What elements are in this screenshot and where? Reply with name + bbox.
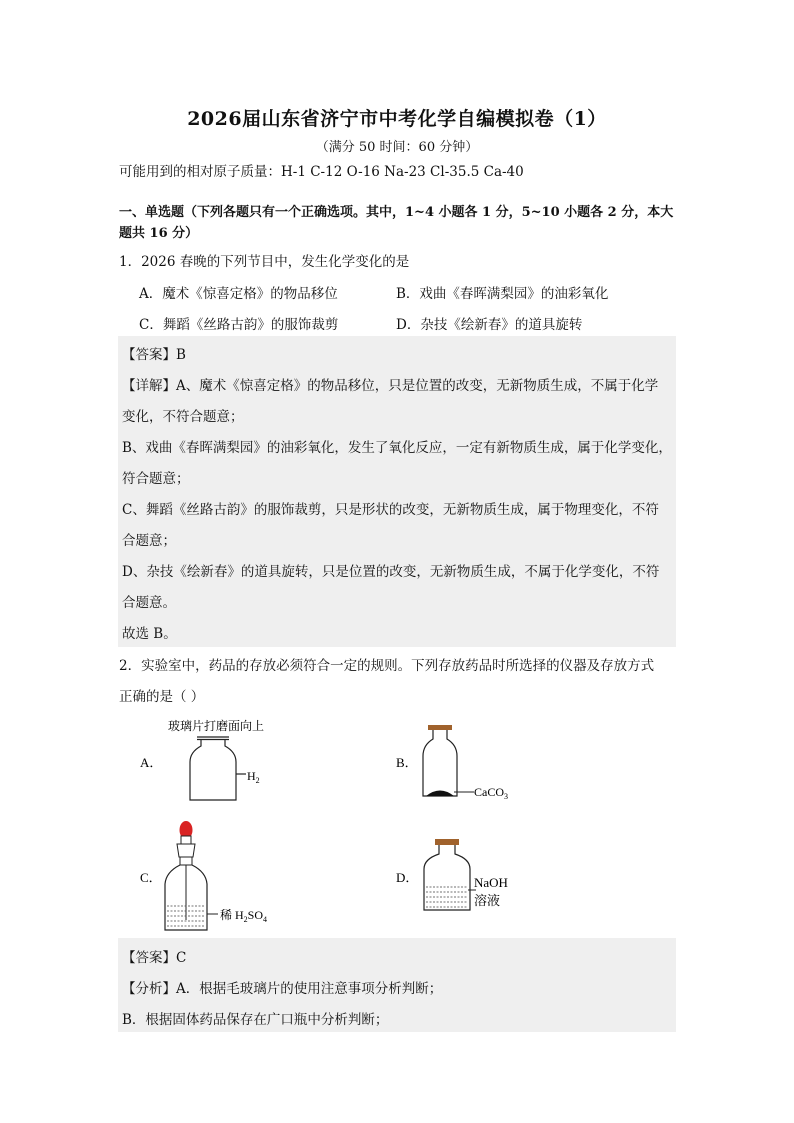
exam-info: （满分 50 时间：60 分钟）	[315, 140, 479, 155]
section-heading: 一、单选题（下列各题只有一个正确选项。其中，1~4 小题各 1 分，5~10 小题各 2 分，本大题共 16 分）	[119, 205, 674, 241]
q1-detail-line: 合题意；	[122, 533, 176, 549]
question-1-stem: 1．2026 春晚的下列节目中，发生化学变化的是	[119, 254, 410, 270]
q1-detail-line: 符合题意；	[122, 471, 190, 487]
fig-d-label-2: 溶液	[474, 893, 501, 908]
q1-option-d: D．杂技《绘新春》的道具旋转	[396, 317, 583, 333]
fig-c-label: 稀 $H_2SO_4$	[220, 908, 268, 924]
q2-answer: 【答案】C	[122, 950, 187, 966]
q2-figures	[130, 712, 550, 940]
q1-option-b: B．戏曲《春晖满梨园》的油彩氧化	[396, 286, 609, 302]
atomic-masses: 可能用到的相对原子质量：H-1 C-12 O-16 Na-23 Cl-35.5 Ca-40	[119, 164, 524, 180]
q2-analysis-line: 【分析】A．根据毛玻璃片的使用注意事项分析判断；	[122, 981, 443, 997]
q1-detail-line: 故选 B。	[122, 626, 177, 642]
q1-detail-line: 【详解】A、魔术《惊喜定格》的物品移位，只是位置的改变，无新物质生成，不属于化学	[122, 378, 659, 394]
fig-c-letter: C．	[140, 870, 162, 885]
q1-detail-line: 变化，不符合题意；	[122, 409, 244, 425]
fig-d-label-1: NaOH	[474, 875, 508, 890]
dropper-bottle-icon	[165, 821, 218, 930]
q1-detail-line: 合题意。	[122, 595, 176, 611]
q2-analysis-line: B．根据固体药品保存在广口瓶中分析判断；	[122, 1012, 389, 1028]
question-2-stem-cont: 正确的是（ ）	[119, 689, 205, 705]
q1-answer: 【答案】B	[122, 347, 186, 363]
fig-b-letter: B．	[396, 755, 418, 770]
page-title: 2026届山东省济宁市中考化学自编模拟卷（1）	[187, 108, 607, 130]
fig-b-label: CaCO$_3$	[474, 785, 508, 801]
fig-d-letter: D．	[396, 870, 419, 885]
fig-a-letter: A．	[140, 755, 163, 770]
narrow-bottle-icon	[423, 725, 474, 796]
q1-option-c: C．舞蹈《丝路古韵》的服饰裁剪	[139, 317, 339, 333]
fig-a-label: $H_2$	[247, 769, 260, 785]
gas-bottle-icon	[190, 737, 246, 800]
q1-detail-line: D、杂技《绘新春》的道具旋转，只是位置的改变，无新物质生成，不属于化学变化，不符	[122, 564, 660, 580]
q1-option-a: A．魔术《惊喜定格》的物品移位	[139, 286, 338, 302]
q1-detail-line: C、舞蹈《丝路古韵》的服饰裁剪，只是形状的改变，无新物质生成，属于物理变化，不符	[122, 502, 659, 518]
question-2-stem: 2．实验室中，药品的存放必须符合一定的规则。下列存放药品时所选择的仪器及存放方式	[119, 658, 655, 674]
reagent-bottle-icon	[424, 839, 476, 910]
q1-detail-line: B、戏曲《春晖满梨园》的油彩氧化，发生了氧化反应，一定有新物质生成，属于化学变化，	[122, 440, 672, 456]
fig-a-caption: 玻璃片打磨面向上	[168, 719, 265, 733]
